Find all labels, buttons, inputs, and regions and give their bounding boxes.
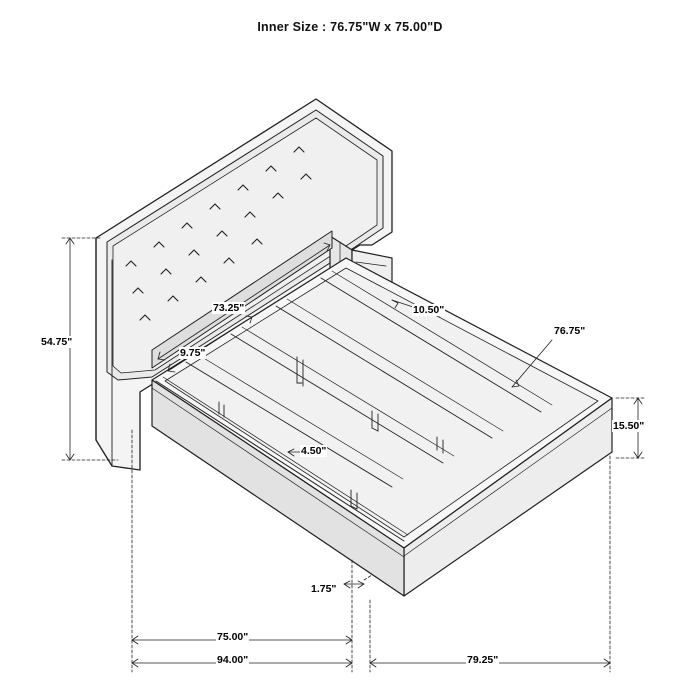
dim-headboard-height: 54.75" xyxy=(41,336,73,348)
dim-overall-inner-width: 75.00" xyxy=(217,631,249,643)
dim-rail-height: 10.50" xyxy=(413,304,445,316)
dim-slat-clearance: 9.75" xyxy=(180,347,206,359)
dim-overall-depth: 79.25" xyxy=(467,654,499,666)
dim-rail-thickness: 1.75" xyxy=(311,583,337,595)
dim-overall-width: 94.00" xyxy=(217,654,249,666)
dim-footboard-height: 15.50" xyxy=(613,420,645,432)
dim-inner-depth: 76.75" xyxy=(554,325,586,337)
page-title: Inner Size : 76.75"W x 75.00"D xyxy=(257,20,443,34)
dim-leg-height: 4.50" xyxy=(301,445,327,457)
dim-inner-width-top: 73.25" xyxy=(213,302,245,314)
